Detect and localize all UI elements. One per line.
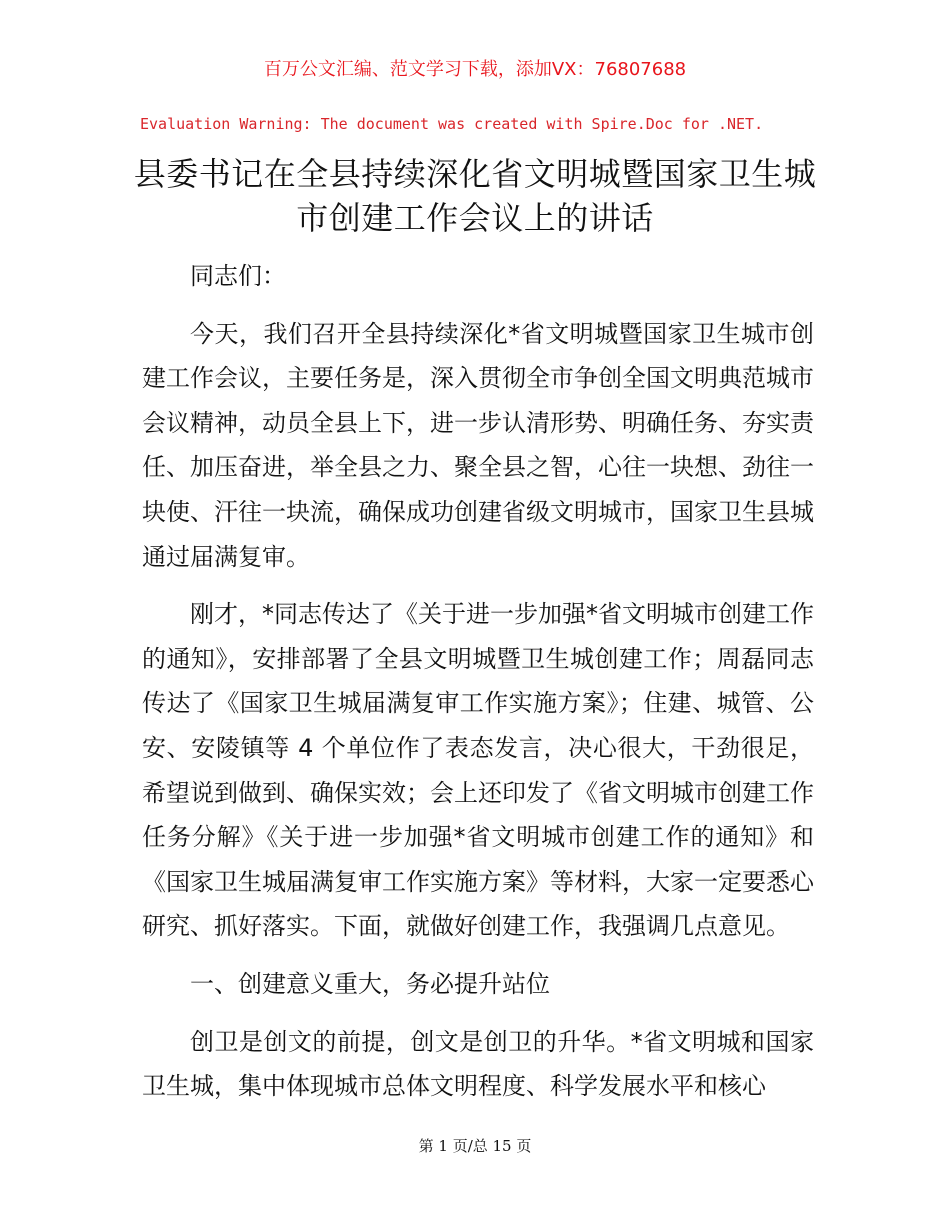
page-indicator: 第 1 页/总 15 页 [418,1137,532,1155]
document-title: 县委书记在全县持续深化省文明城暨国家卫生城市创建工作会议上的讲话 [133,155,817,237]
body-paragraph: 刚才，*同志传达了《关于进一步加强*省文明城市创建工作的通知》，安排部署了全县文明城暨卫生城创建工作；周磊同志传达了《国家卫生城届满复审工作实施方案》；住建、城管、公安、安陵镇等 4 个单位作了表态发言，决心很大，干劲很足，希望说到做到、确保实效；会上还印发了《省文明城市创建工作任务分解》《关于进一步加强*省文明城市创建工作的通知》和《国家卫生城届满复审工作实施方案》等材料，大家一定要悉心研究、抓好落实。下面，就做好创建工作，我强调几点意见。 [142,600,814,941]
salutation-paragraph: 同志们： [190,262,286,290]
evaluation-warning: Evaluation Warning: The document was created with Spire.Doc for .NET. [140,115,764,133]
document-body [142,254,814,1122]
body-paragraph: 创卫是创文的前提，创文是创卫的升华。*省文明城和国家卫生城，集中体现城市总体文明程度、科学发展水平和核心 [142,1027,814,1101]
body-paragraph: 今天，我们召开全县持续深化*省文明城暨国家卫生城市创建工作会议，主要任务是，深入贯彻全市争创全国文明典范城市会议精神，动员全县上下，进一步认清形势、明确任务、夯实责任、加压奋进，举全县之力、聚全县之智，心往一块想、劲往一块使、汗往一块流，确保成功创建省级文明城市，国家卫生县城通过届满复审。 [142,319,814,571]
section-heading: 一、创建意义重大，务必提升站位 [190,969,550,998]
header-promo-banner: 百万公文汇编、范文学习下载，添加VX：76807688 [263,59,687,80]
